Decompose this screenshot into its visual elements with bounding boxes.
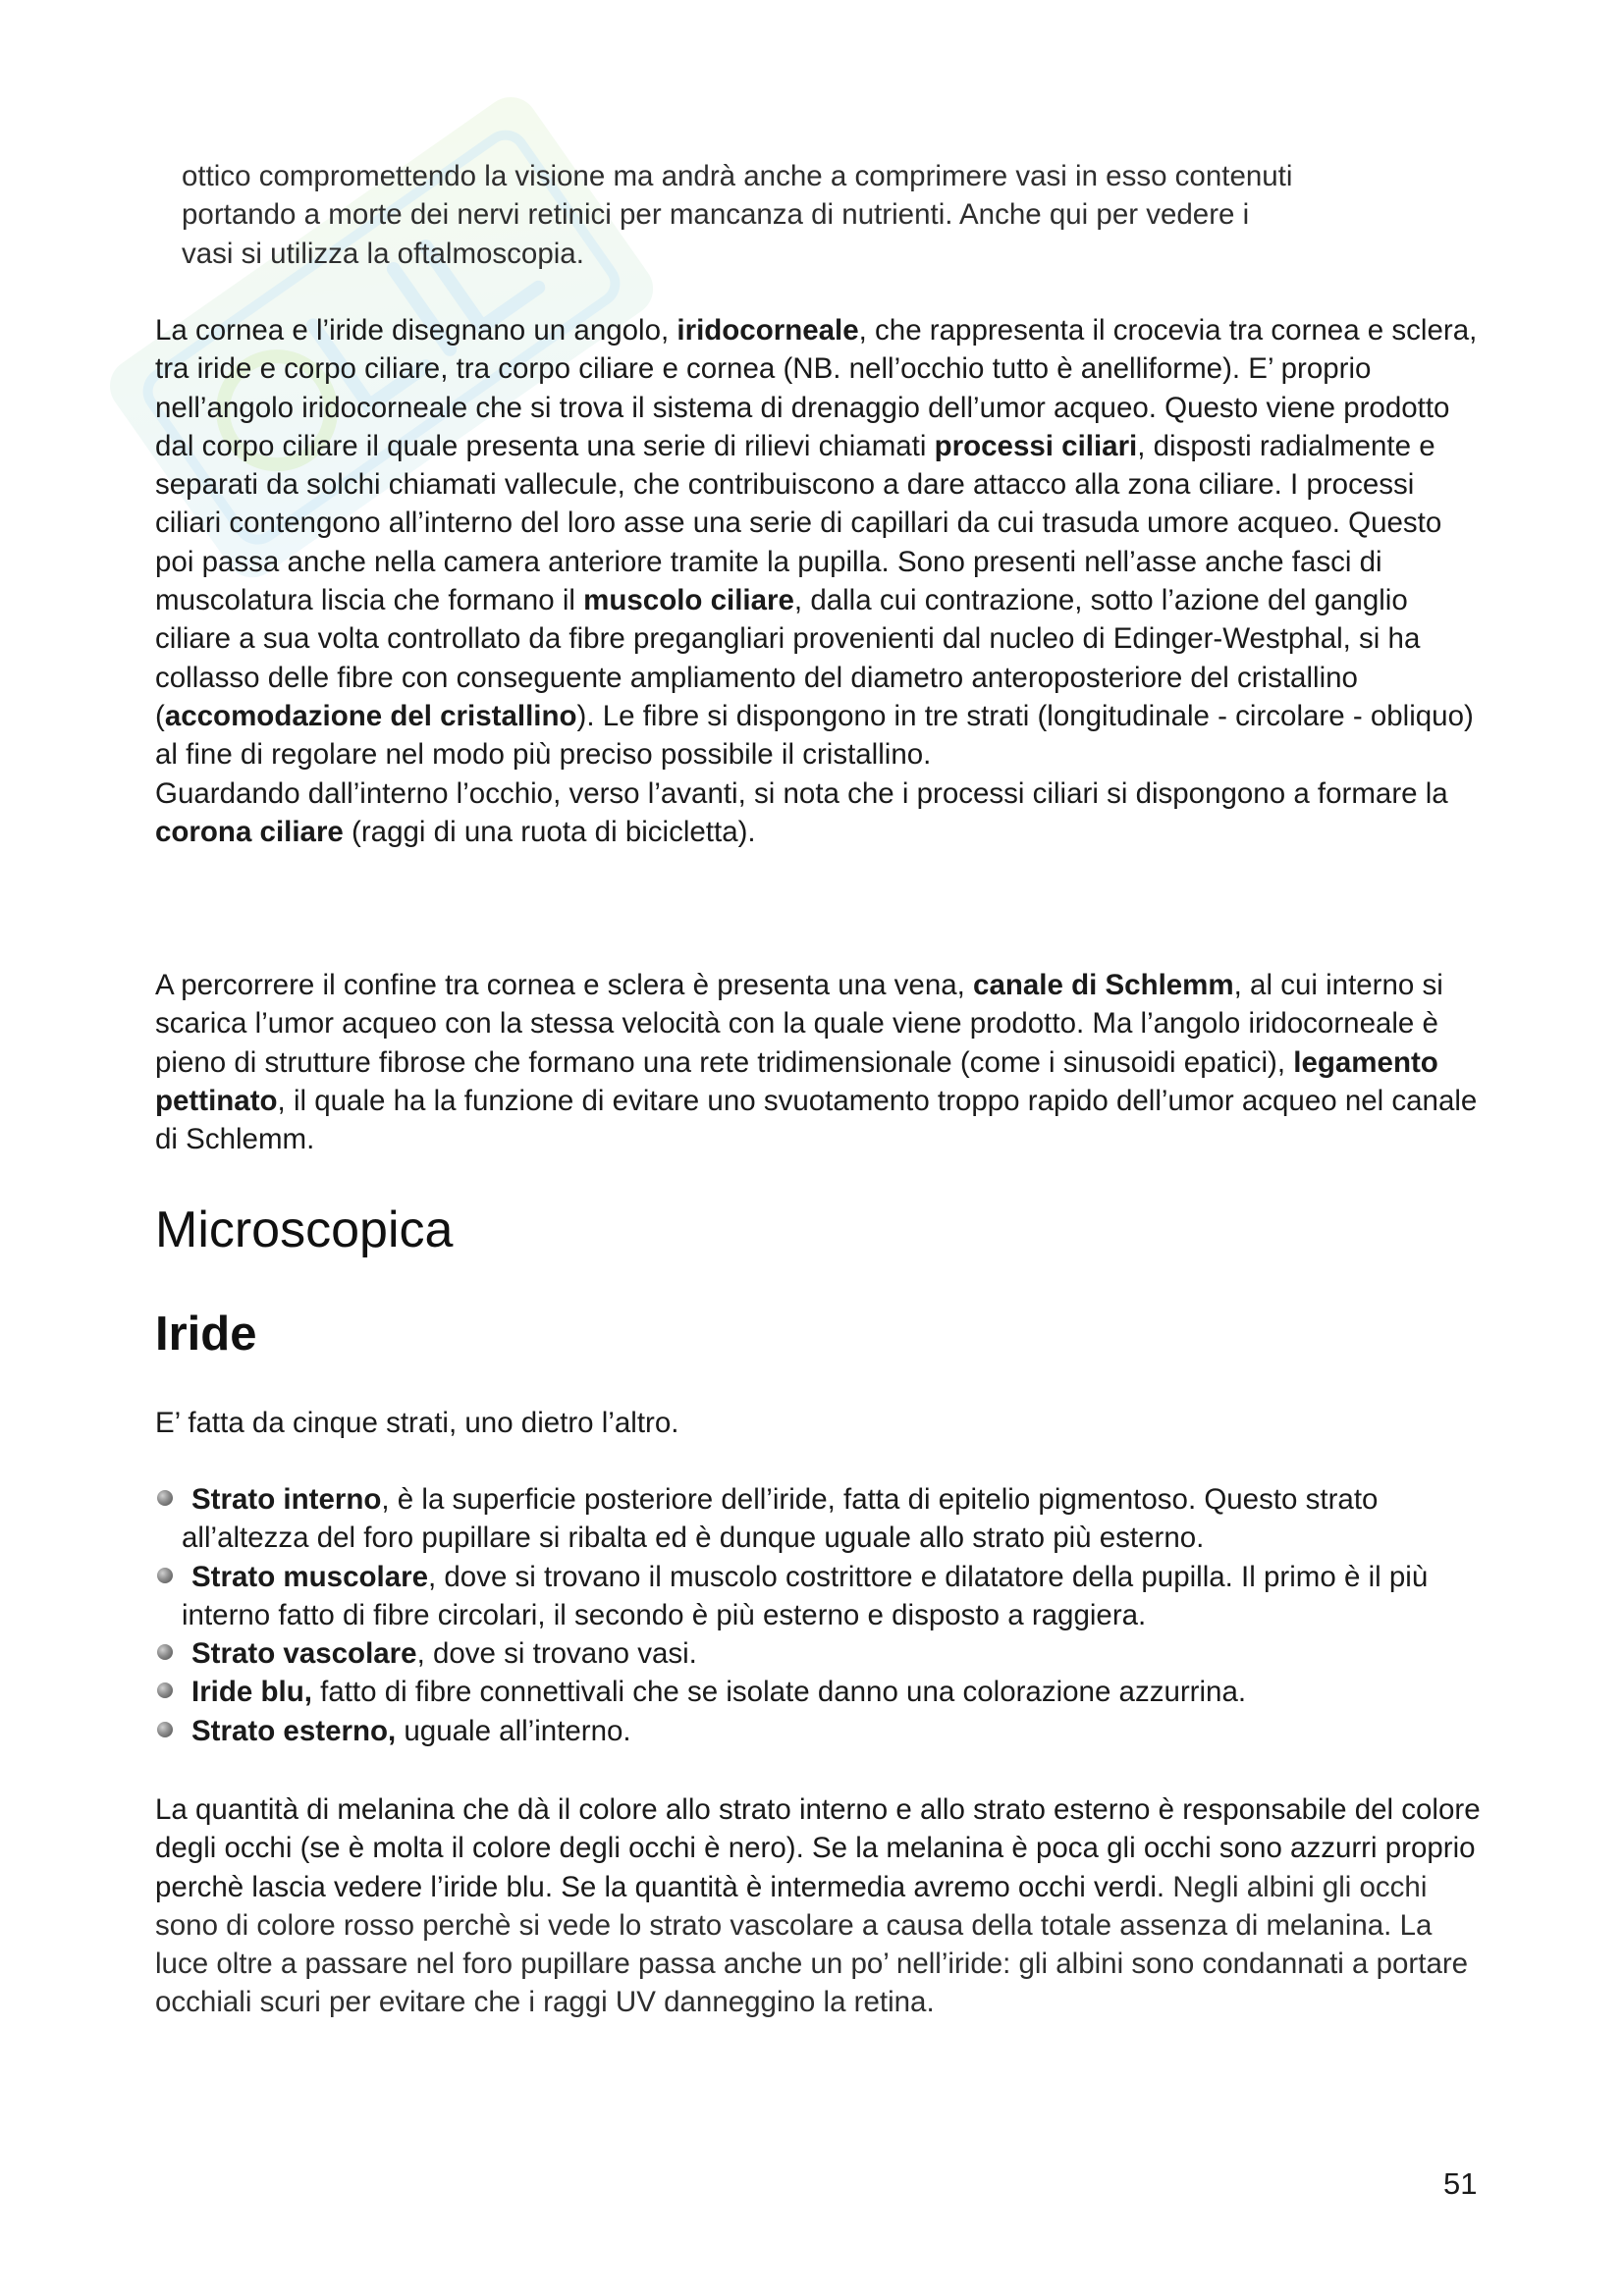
iride-intro-text: E’ fatta da cinque strati, uno dietro l’altro. (155, 1407, 679, 1439)
text-run: A percorrere il confine tra cornea e sclera è presenta una vena, (155, 969, 974, 1001)
term-accomodazione: accomodazione del cristallino (164, 699, 577, 732)
iride-layers-list (182, 1480, 1488, 1750)
paragraph-text (155, 1790, 1486, 2022)
text-run: , dalla cui contrazione, sotto l’azione del ganglio ciliare a sua volta controllato da fibre pregangliari provenienti dal nucleo di Edinger-Westphal, si ha collasso delle fibre con conseguente ampliamento del diametro anteroposteriore del cristallino ( (155, 584, 1421, 732)
page-number: 51 (1443, 2166, 1478, 2201)
intro-line-3: vasi si utilizza la oftalmoscopia. (182, 237, 584, 270)
text-run: , che rappresenta il crocevia tra cornea e sclera, tra iride e corpo ciliare, tra corpo ciliare e cornea (NB. nell’occhio tutto è anelliforme). E’ proprio nell’angolo iridocorneale che si trova il sistema di drenaggio dell’umor acqueo. Questo viene prodotto dal corpo ciliare il quale presenta una serie di rilievi chiamati (155, 314, 1478, 462)
text-run: , disposti radialmente e separati da solchi chiamati vallecule, che contribuiscono a dare attacco alla zona ciliare. I processi ciliari contengono all’interno del loro asse una serie di capillari da cui trasuda umore acqueo. Questo poi passa anche nella camera anteriore tramite la pupilla. Sono presenti nell’asse anche fasci di muscolatura liscia che formano il (155, 429, 1442, 617)
layer-name: Strato esterno, (191, 1714, 397, 1747)
text-run: ). Le fibre si dispongono in tre strati (longitudinale - circolare - obliquo) al fine di regolare nel modo più preciso possibile il cristallino. (155, 699, 1474, 772)
bullet-icon (157, 1568, 173, 1583)
list-item (182, 1712, 1488, 1750)
layer-name: Strato muscolare (191, 1560, 428, 1593)
term-processi-ciliari: processi ciliari (934, 429, 1138, 462)
list-item (182, 1673, 1488, 1711)
bullet-icon (157, 1644, 173, 1660)
text-run: , al cui interno si scarica l’umor acqueo con la stessa velocità con la quale viene prodotto. Ma l’angolo iridocorneale è pieno di strutture fibrose che formano una rete tridimensionale (come i sinusoidi epatici), (155, 969, 1443, 1079)
heading-microscopica: Microscopica (155, 1201, 454, 1258)
subsection-heading (155, 1306, 1486, 1362)
intro-paragraph (182, 157, 1488, 273)
layer-description: , dove si trovano vasi. (416, 1637, 697, 1671)
section-heading (155, 1201, 1486, 1259)
heading-iride: Iride (155, 1308, 257, 1361)
layer-description: , dove si trovano il muscolo costrittore e dilatatore della pupilla. Il primo è il più interno fatto di fibre circolari, il secondo è più esterno e disposto a raggiera. (182, 1560, 1429, 1631)
layer-name: Strato vascolare (191, 1637, 417, 1671)
paragraph-schlemm (155, 966, 1486, 1158)
layer-description: uguale all’interno. (396, 1714, 631, 1747)
text-run: , il quale ha la funzione di evitare uno svuotamento troppo rapido dell’umor acqueo nel canale di Schlemm. (155, 1084, 1478, 1156)
layer-name: Iride blu, (191, 1676, 312, 1709)
layer-name: Strato interno (191, 1483, 382, 1516)
term-corona-ciliare: corona ciliare (155, 815, 344, 848)
term-iridocorneale: iridocorneale (677, 314, 859, 347)
intro-line-1: ottico compromettendo la visione ma andrà anche a comprimere vasi in esso contenuti (182, 160, 1293, 192)
iride-intro (155, 1404, 1486, 1442)
term-muscolo-ciliare: muscolo ciliare (583, 584, 794, 617)
paragraph-text (155, 774, 1486, 852)
paragraph-iridocorneal-angle (155, 311, 1486, 851)
paragraph-text (155, 311, 1486, 774)
layer-description: fatto di fibre connettivali che se isolate danno una colorazione azzurrina. (311, 1676, 1247, 1709)
text-run: (raggi di una ruota di bicicletta). (343, 815, 756, 848)
bullet-icon (157, 1722, 173, 1737)
bullet-icon (157, 1682, 173, 1698)
list-item (182, 1634, 1488, 1673)
term-canale-schlemm: canale di Schlemm (973, 969, 1234, 1001)
layer-description: , è la superficie posteriore dell’iride, fatta di epitelio pigmentoso. Questo strato all’altezza del foro pupillare si ribalta ed è dunque uguale allo strato più esterno. (182, 1483, 1379, 1555)
text-run: Guardando dall’interno l’occhio, verso l’avanti, si nota che i processi ciliari si dispongono a formare la (155, 776, 1448, 810)
list-item (182, 1558, 1488, 1635)
paragraph-text (155, 966, 1486, 1158)
text-run: La cornea e l’iride disegnano un angolo, (155, 314, 677, 347)
text-run: La quantità di melanina che dà il colore allo strato interno e allo strato esterno è responsabile del colore degli occhi (se è molta il colore degli occhi è nero). Se la melanina è poca gli occhi sono azzurri proprio perchè lascia vedere l’iride blu. Se la quantità è intermedia avremo occhi verdi. (155, 1793, 1481, 1903)
bullet-icon (157, 1490, 173, 1506)
intro-line-2: portando a morte dei nervi retinici per mancanza di nutrienti. Anche qui per vedere i (182, 198, 1250, 232)
term-legamento-pettinato: legamento pettinato (155, 1045, 1438, 1117)
text-run-light: Negli albini gli occhi sono di colore rosso perchè si vede lo strato vascolare a causa della totale assenza di melanina. La luce oltre a passare nel foro pupillare passa anche un po’ nell’iride: gli albini sono condannati a portare occhiali scuri per evitare che i raggi UV danneggino la retina. (155, 1870, 1469, 2019)
paragraph-melanina (155, 1790, 1486, 2022)
list-item (182, 1480, 1488, 1558)
